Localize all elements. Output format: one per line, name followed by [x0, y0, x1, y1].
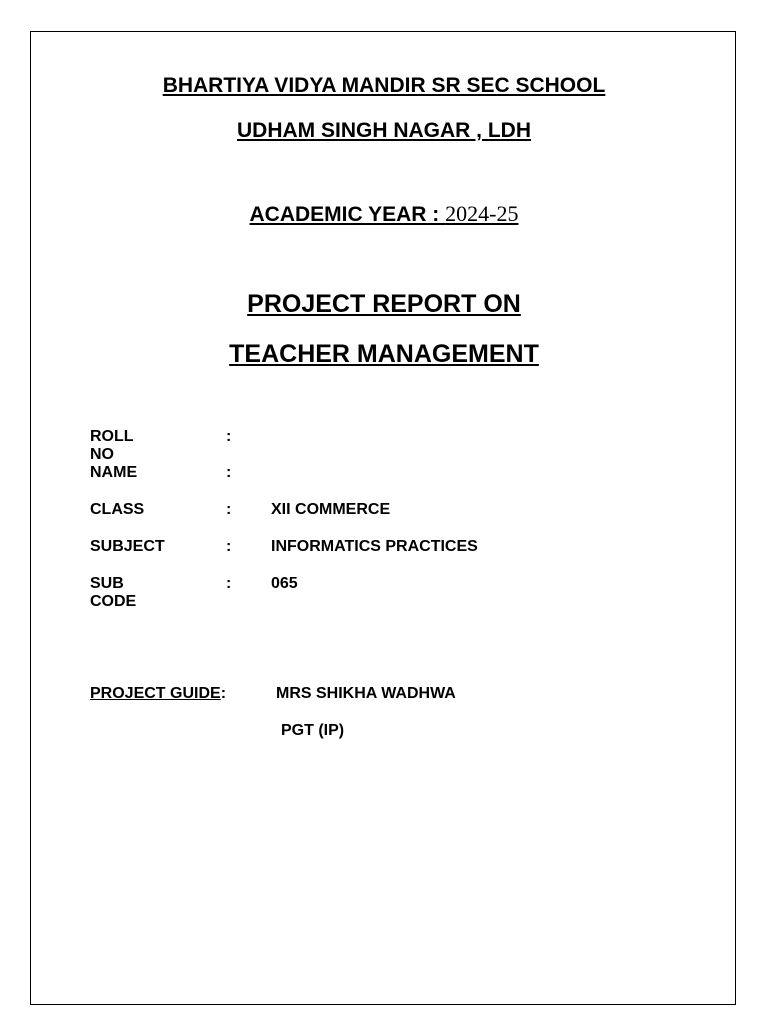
detail-colon: : [226, 575, 232, 592]
academic-year [0, 201, 768, 227]
detail-colon: : [226, 501, 232, 518]
school-location: UDHAM SINGH NAGAR , LDH [237, 119, 531, 142]
detail-value: XII COMMERCE [271, 501, 391, 518]
detail-colon: : [226, 464, 232, 481]
detail-value: INFORMATICS PRACTICES [271, 538, 478, 555]
detail-label: NAME [90, 464, 138, 481]
detail-label: SUB CODE [90, 575, 137, 610]
detail-label: ROLL NO [90, 428, 134, 463]
report-title-line2: TEACHER MANAGEMENT [229, 340, 539, 368]
academic-year-label: ACADEMIC YEAR : [249, 203, 446, 226]
detail-label: SUBJECT [90, 538, 165, 555]
project-guide-label [90, 685, 226, 703]
school-name: BHARTIYA VIDYA MANDIR SR SEC SCHOOL [162, 74, 606, 97]
detail-colon: : [226, 428, 232, 445]
project-guide-designation: PGT (IP) [281, 722, 345, 739]
academic-year-value: 2024-25 [445, 201, 519, 226]
detail-value: 065 [271, 575, 298, 592]
detail-label: CLASS [90, 501, 145, 518]
project-guide-colon: : [220, 685, 227, 702]
project-guide-label-text: PROJECT GUIDE [90, 685, 221, 702]
report-title-line1: PROJECT REPORT ON [247, 290, 521, 318]
project-guide-name: MRS SHIKHA WADHWA [276, 685, 456, 702]
detail-colon: : [226, 538, 232, 555]
